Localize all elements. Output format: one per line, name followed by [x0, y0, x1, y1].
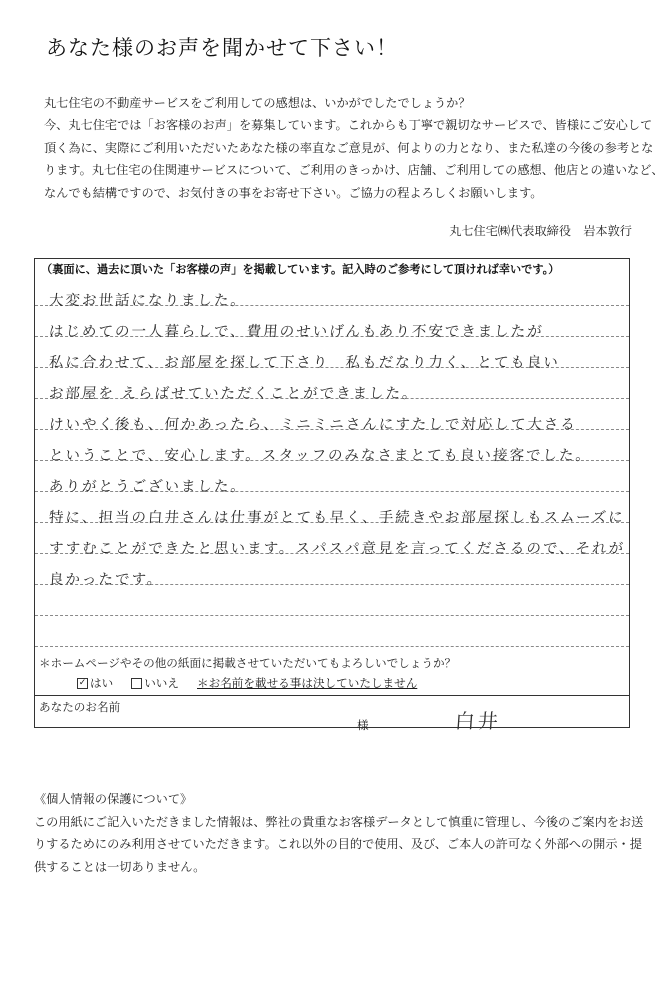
- intro-line: なんでも結構ですので、お気付きの事をお寄せ下さい。ご協力の程よろしくお願いします。: [44, 185, 543, 200]
- divider: [35, 695, 629, 696]
- page-title: あなた様のお声を聞かせて下さい！: [46, 36, 398, 60]
- consent-yes-label: はい: [90, 676, 114, 690]
- consent-question: ＊ホームページやその他の紙面に掲載させていただいてもよろしいでしょうか？: [39, 656, 457, 670]
- handwritten-line: ありがとうございました。: [48, 479, 248, 495]
- signature: 丸七住宅㈱代表取締役 岩本敦行: [449, 224, 632, 238]
- consent-no-option[interactable]: [131, 675, 179, 691]
- handwritten-line: はじめての一人暮らしで、費用のせいげんもあり不安できましたが: [48, 324, 545, 340]
- checked-box-icon[interactable]: ✓: [78, 677, 87, 688]
- privacy-section: [34, 788, 644, 878]
- handwritten-line: ということで、安心します。スタッフのみなさまとても良い接客でした。: [48, 448, 593, 464]
- privacy-line: りするためにのみ利用させていただきます。これ以外の目的で使用、及び、ご本人の許可なく外部への開示・提: [34, 837, 642, 851]
- handwritten-line: お部屋を えらばせていただくことができました。: [48, 386, 420, 402]
- ruled-line: [35, 615, 629, 616]
- handwritten-line: すすむことができたと思います。スパスパ意見を言ってくださるので、それが: [48, 541, 626, 557]
- consent-options: [77, 675, 417, 691]
- intro-line: 頂く為に、実際にご利用いただいたあなた様の率直なご意見が、何よりの力となり、また私達の今後の参考とな: [44, 140, 654, 155]
- consent-yes-option[interactable]: [77, 675, 113, 691]
- unchecked-box-icon[interactable]: [131, 678, 142, 689]
- privacy-heading: 《個人情報の保護について》: [34, 792, 193, 806]
- intro-text: [44, 92, 664, 204]
- handwritten-line: 私に合わせて、お部屋を探して下さり 私もだなり力く、とても良い: [48, 355, 561, 371]
- ruled-line: [35, 646, 629, 647]
- handwritten-line: 大変お世話になりました。: [48, 293, 248, 309]
- handwritten-line: 良かったです。: [48, 572, 164, 588]
- intro-line: 今、丸七住宅では「お客様のお声」を募集しています。これからも丁寧で親切なサービスで、皆様にご安心して: [44, 118, 653, 133]
- privacy-line: 供することは一切ありません。: [34, 859, 206, 874]
- intro-line: 丸七住宅の不動産サービスをご利用しての感想は、いかがでしたでしょうか？: [44, 96, 471, 110]
- consent-no-label: いいえ: [144, 676, 179, 690]
- name-privacy-note: ＊お名前を載せる事は決していたしません: [197, 676, 418, 690]
- feedback-form: [34, 258, 630, 733]
- intro-line: ります。丸七住宅の住関連サービスについて、ご利用のきっかけ、店舗、ご利用しての感想、他店との違いなど、: [44, 163, 664, 178]
- customer-name: 白井: [454, 709, 502, 733]
- name-label: あなたのお名前: [39, 700, 121, 714]
- sama-suffix: 様: [357, 718, 369, 732]
- form-note: （裏面に、過去に頂いた「お客様の声」を掲載しています。記入時のご参考にして頂ければ幸いです。）: [41, 262, 560, 276]
- privacy-line: この用紙にご記入いただきました情報は、弊社の貴重なお客様データとして慎重に管理し、今後のご案内をお送: [34, 814, 644, 829]
- handwritten-line: 特に、担当の白井さんは仕事がとても早く、手続きやお部屋探しもスムーズに: [48, 510, 626, 526]
- handwritten-line: けいやく後も、何かあったら、ミニミニさんにすたしで対応して大さる: [48, 417, 578, 433]
- consent-section: [35, 653, 629, 733]
